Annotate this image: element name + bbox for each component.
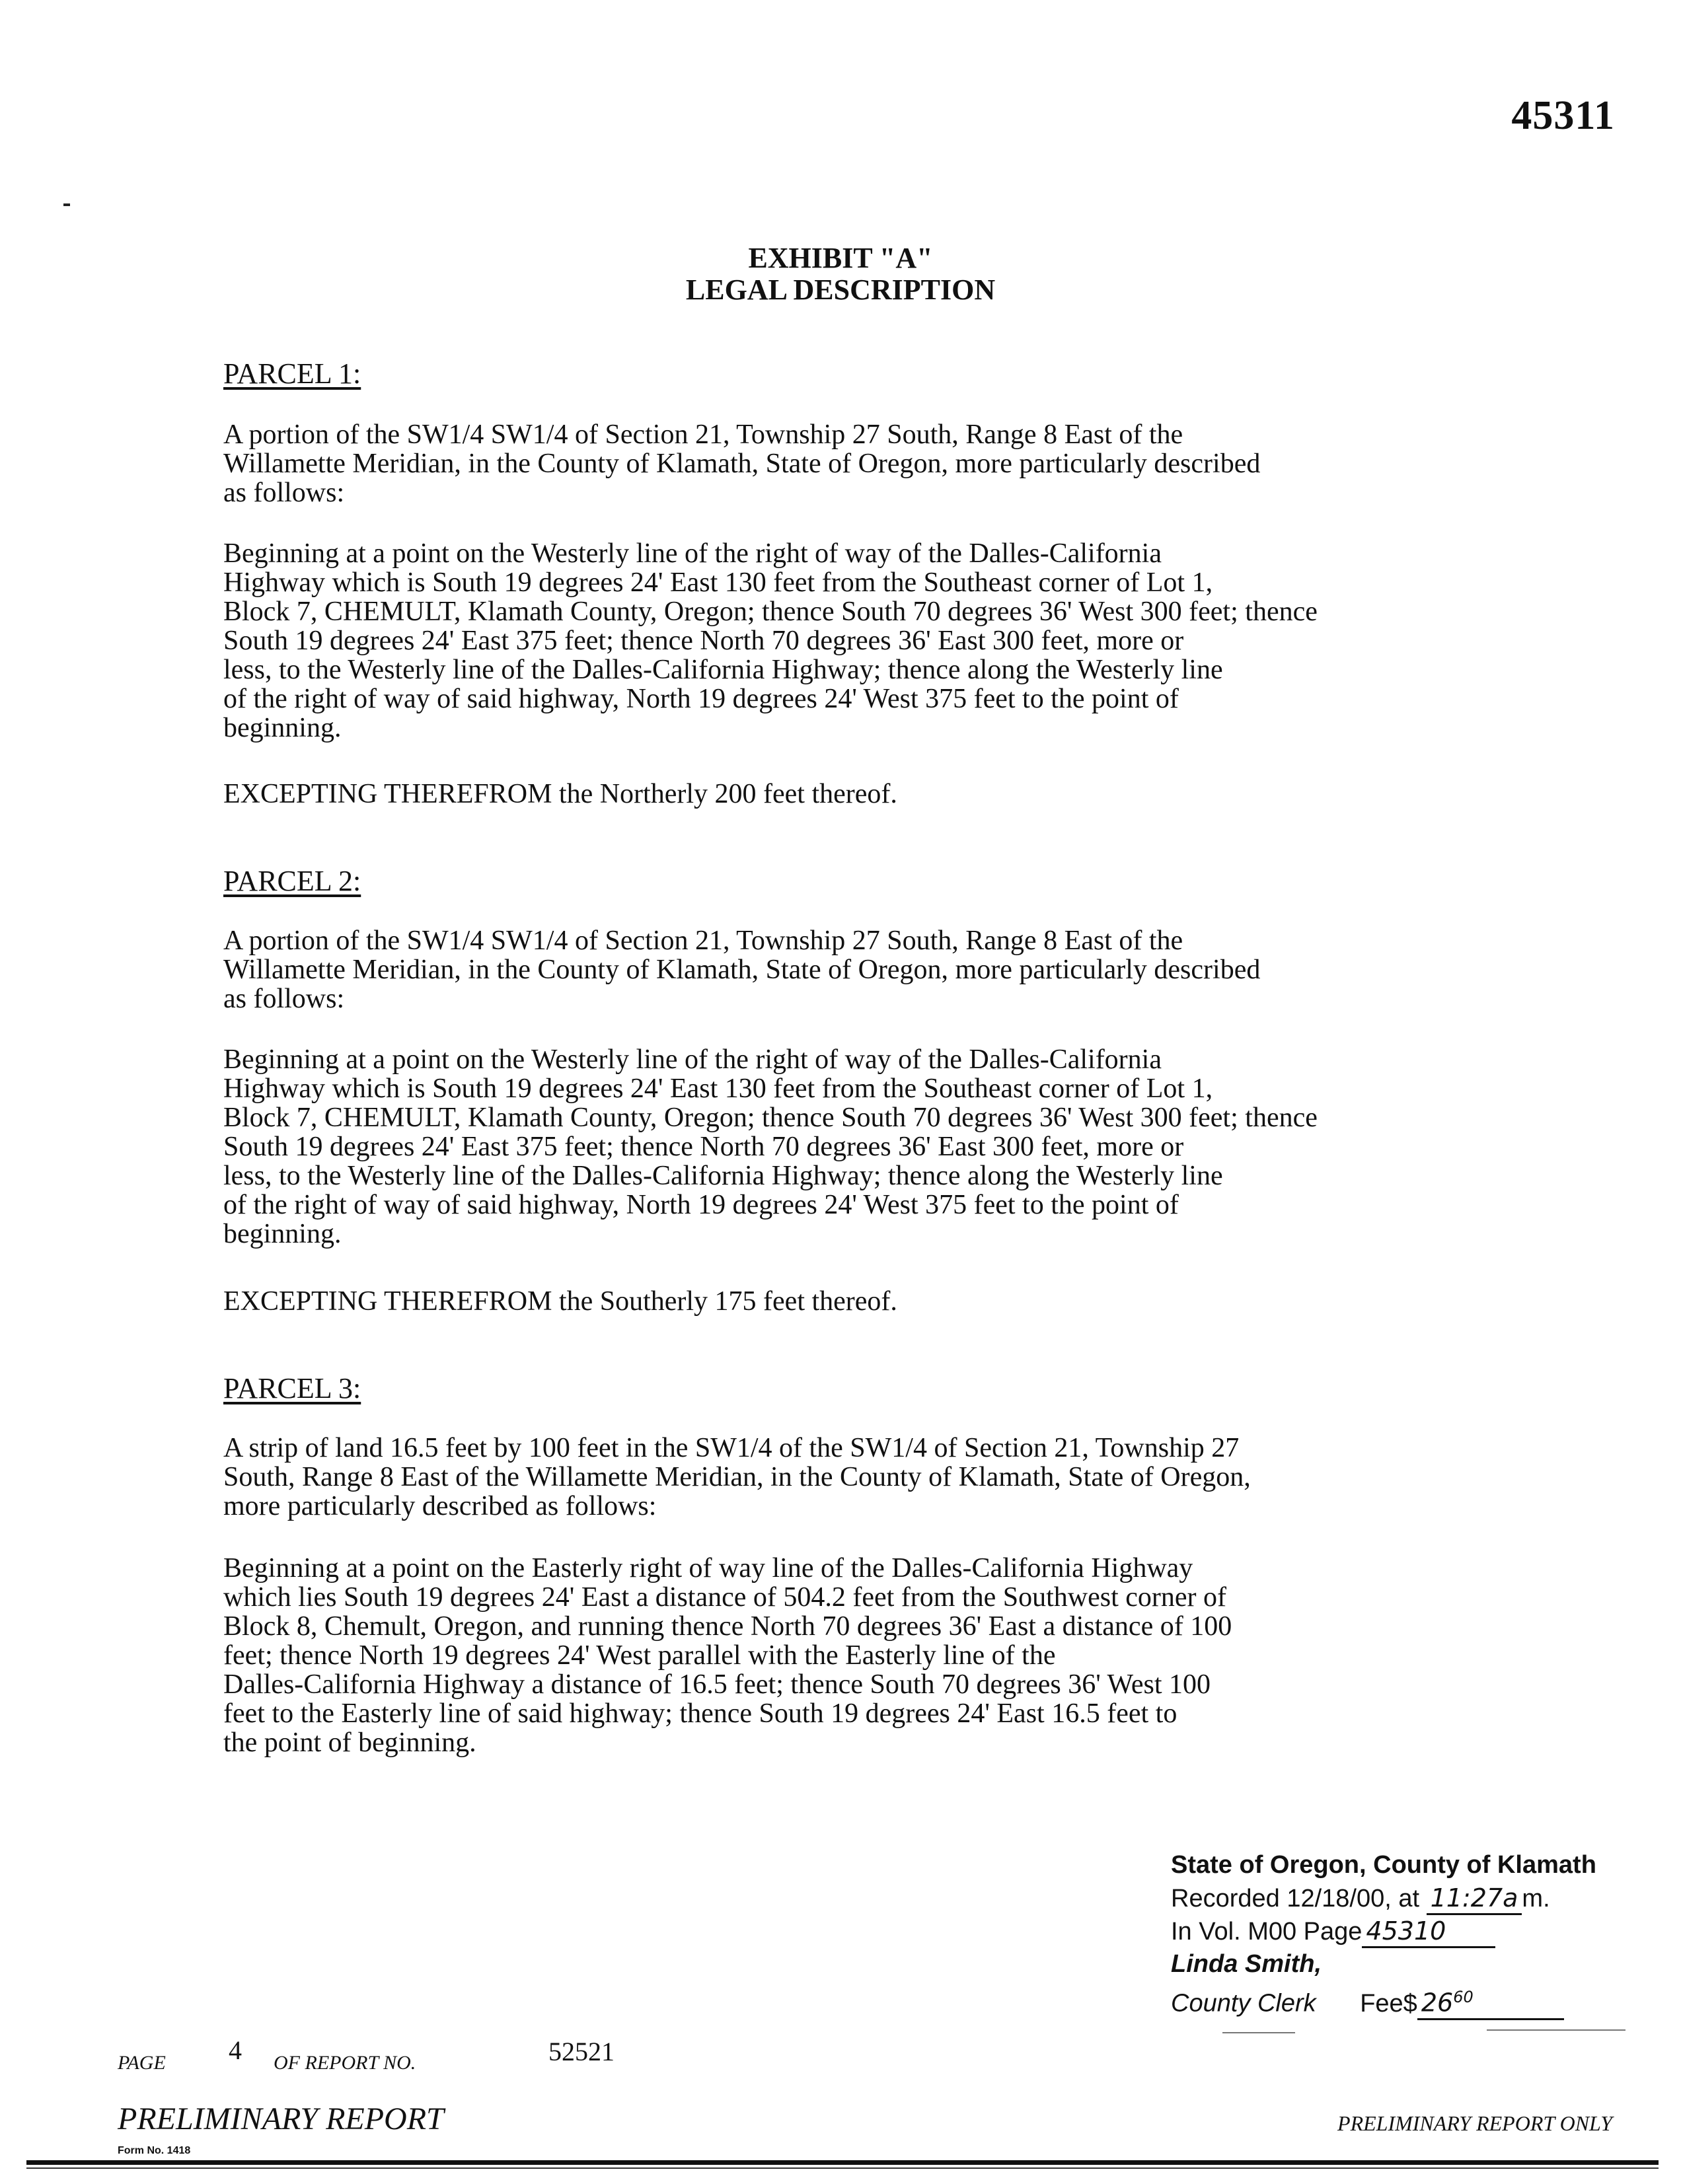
parcel-1-description: Beginning at a point on the Westerly line of the right of way of the Dalles-California Highway which is South 19 degrees 24' East 130 feet from the Southeast corner of Lot 1, Block 7, CHEMULT, Klamath County, Oregon; thence South 70 degrees 36' West 300 feet; thence South 19 degrees 24' East 375 feet; thence North 70 degrees 36' East 300 feet, more or less, to the Westerly line of the Dalles-California Highway; thence along the Westerly line of the right of way of said highway, North 19 degrees 24' West 375 feet to the point of beginning. bbox=[223, 538, 1318, 743]
form-number: Form No. 1418 bbox=[118, 2145, 191, 2156]
footer-rule-thin bbox=[26, 2167, 1659, 2169]
legal-description-heading: LEGAL DESCRIPTION bbox=[685, 273, 996, 306]
signature-mark-left bbox=[1222, 2032, 1295, 2033]
fee-value bbox=[1417, 1982, 1564, 2020]
parcel-1-exception: EXCEPTING THEREFROM the Northerly 200 feet thereof. bbox=[223, 779, 897, 809]
page-label: PAGE bbox=[118, 2052, 166, 2074]
recording-clerk-fee bbox=[1171, 1982, 1564, 2020]
parcel-2-description: Beginning at a point on the Westerly line of the right of way of the Dalles-California Highway which is South 19 degrees 24' East 130 feet from the Southeast corner of Lot 1, Block 7, CHEMULT, Klamath County, Oregon; thence South 70 degrees 36' West 300 feet; thence South 19 degrees 24' East 375 feet; thence North 70 degrees 36' East 300 feet, more or less, to the Westerly line of the Dalles-California Highway; thence along the Westerly line of the right of way of said highway, North 19 degrees 24' West 375 feet to the point of beginning. bbox=[223, 1044, 1318, 1249]
parcel-1-intro: A portion of the SW1/4 SW1/4 of Section 21, Township 27 South, Range 8 East of the Willamette Meridian, in the County of Klamath, State of Oregon, more particularly described as follows: bbox=[223, 419, 1261, 508]
parcel-3-description: Beginning at a point on the Easterly right of way line of the Dalles-California Highway which lies South 19 degrees 24' East a distance of 504.2 feet from the Southwest corner of Block 8, Chemult, Oregon, and running thence North 70 degrees 36' East a distance of 100 feet; thence North 19 degrees 24' West parallel with the Easterly line of the Dalles-California Highway a distance of 16.5 feet; thence South 70 degrees 36' West 100 feet to the Easterly line of said highway; thence South 19 degrees 24' East 16.5 feet to the point of beginning. bbox=[223, 1553, 1232, 1758]
footer-rule bbox=[26, 2160, 1659, 2165]
parcel-2-exception: EXCEPTING THEREFROM the Southerly 175 feet thereof. bbox=[223, 1286, 897, 1317]
parcel-3-intro: A strip of land 16.5 feet by 100 feet in the SW1/4 of the SW1/4 of Section 21, Township 27 South, Range 8 East of the Willamette Meridian, in the County of Klamath, State of Oregon, more particularly described as follows: bbox=[223, 1433, 1251, 1521]
parcel-2-label: PARCEL 2: bbox=[223, 865, 361, 897]
recorded-time: 11:27a bbox=[1427, 1883, 1522, 1915]
parcel-1-label: PARCEL 1: bbox=[223, 357, 361, 390]
fee-cents: 60 bbox=[1453, 1988, 1474, 2006]
report-number: 52521 bbox=[548, 2037, 615, 2066]
page-number: 4 bbox=[229, 2035, 242, 2065]
signature-mark-right bbox=[1487, 2029, 1625, 2031]
parcel-2-intro: A portion of the SW1/4 SW1/4 of Section 21, Township 27 South, Range 8 East of the Willamette Meridian, in the County of Klamath, State of Oregon, more particularly described as follows: bbox=[223, 926, 1261, 1014]
volume-prefix: In Vol. M00 Page bbox=[1171, 1918, 1363, 1946]
document-number: 45311 bbox=[1511, 93, 1615, 138]
recording-title: State of Oregon, County of Klamath bbox=[1171, 1851, 1596, 1879]
fee-dollars: 26 bbox=[1421, 1988, 1454, 2018]
clerk-title: County Clerk bbox=[1171, 1989, 1316, 2018]
recording-recorded bbox=[1171, 1883, 1550, 1915]
parcel-3-label: PARCEL 3: bbox=[223, 1372, 361, 1404]
exhibit-heading: EXHIBIT "A" bbox=[748, 242, 933, 274]
recorded-prefix: Recorded 12/18/00, at bbox=[1171, 1885, 1420, 1912]
recording-volume bbox=[1171, 1916, 1495, 1948]
scan-speck bbox=[63, 203, 70, 206]
preliminary-report-only-label: PRELIMINARY REPORT ONLY bbox=[1337, 2111, 1612, 2135]
of-report-label: OF REPORT NO. bbox=[274, 2052, 416, 2074]
clerk-name: Linda Smith, bbox=[1171, 1950, 1322, 1978]
recorded-suffix: m. bbox=[1522, 1885, 1550, 1912]
volume-page: 45310 bbox=[1362, 1916, 1495, 1948]
fee-label: Fee$ bbox=[1360, 1989, 1417, 2018]
preliminary-report-label: PRELIMINARY REPORT bbox=[118, 2101, 444, 2136]
